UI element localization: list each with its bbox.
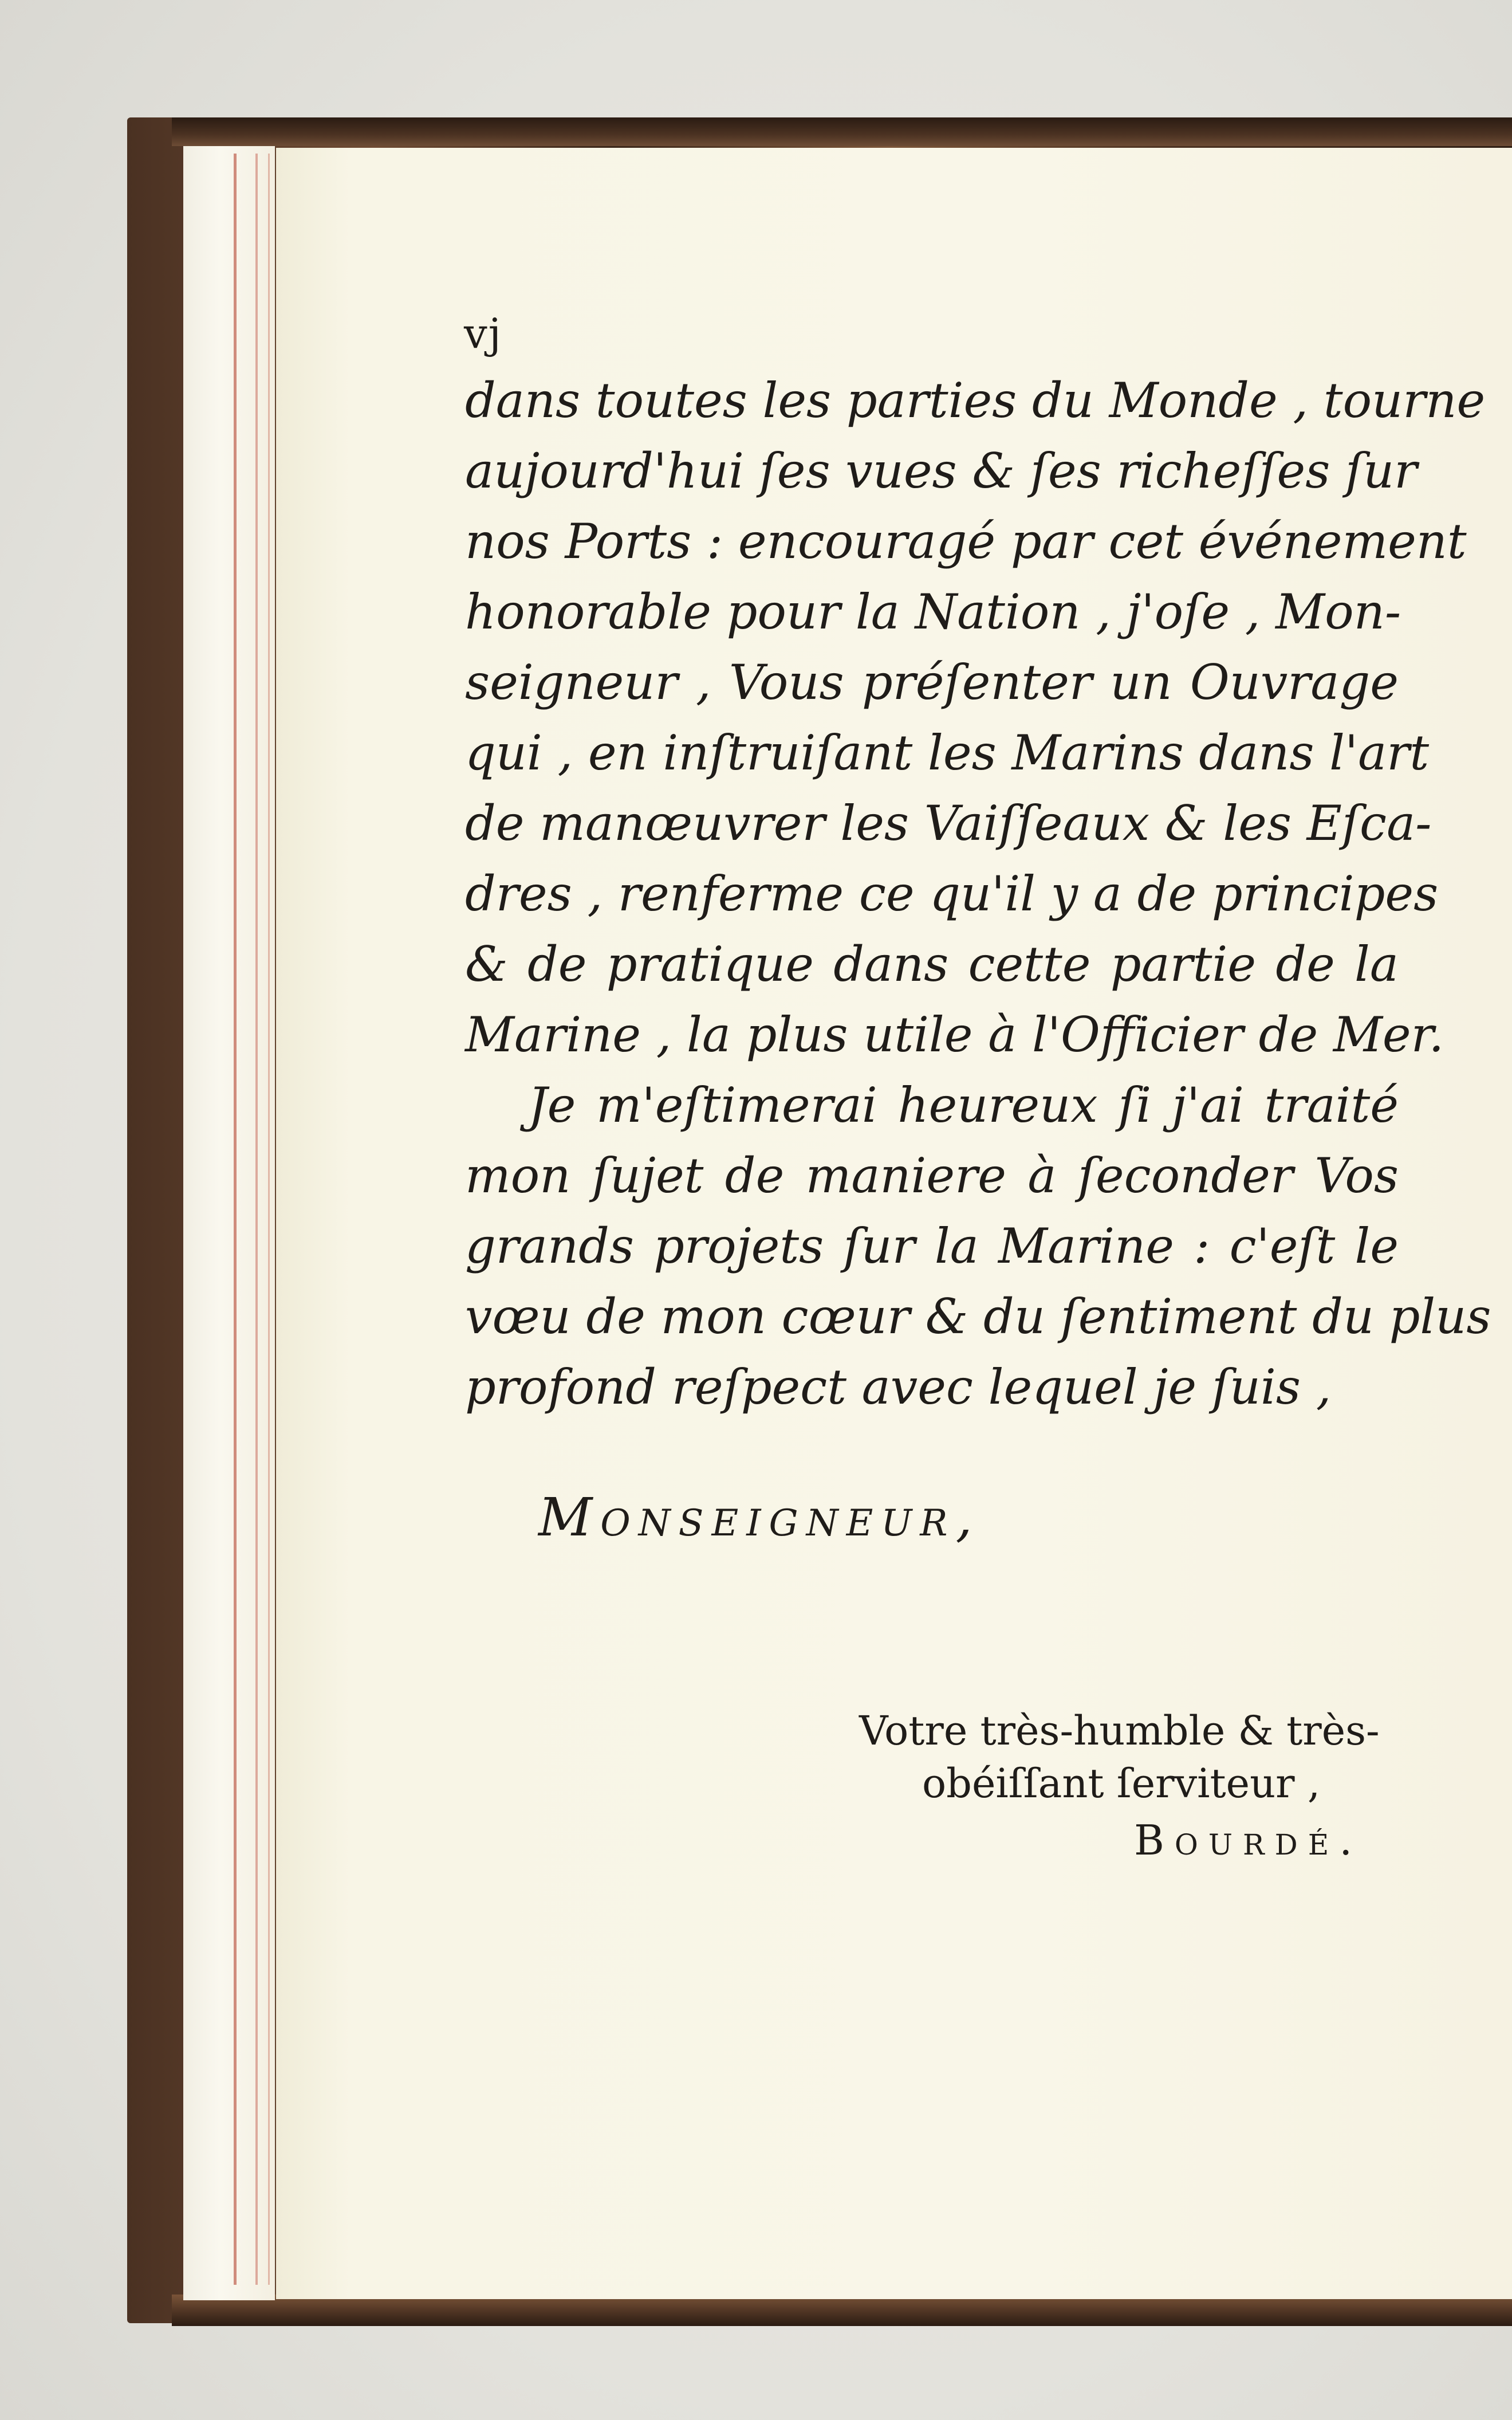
text-line: nos Ports : encouragé par cet événement: [465, 513, 1467, 569]
page-edge-line: [268, 154, 270, 2285]
page-edge-line: [234, 154, 237, 2285]
page-edge-line: [255, 154, 258, 2285]
text-line: mon ſujet de maniere à ſeconder Vos: [465, 1148, 1399, 1204]
signature: Bourdé.: [1134, 1816, 1363, 1864]
text-line: & de pratique dans cette partie de la: [465, 936, 1399, 992]
text-line: profond reſpect avec lequel je ſuis ,: [465, 1359, 1332, 1415]
text-line: grands projets ſur la Marine : c'eſt le: [465, 1218, 1399, 1274]
text-line: dres , renferme ce qu'il y a de principes: [465, 866, 1439, 922]
text-line: honorable pour la Nation , j'oſe , Mon-: [465, 584, 1401, 640]
text-line: Marine , la plus utile à l'Officier de Mer.: [465, 1007, 1444, 1063]
salutation: Monseigneur,: [538, 1487, 981, 1548]
cover-edge-top: [172, 117, 1512, 146]
closing-line: obéiſſant ſerviteur ,: [922, 1760, 1321, 1807]
text-line: vœu de mon cœur & du ſentiment du plus: [465, 1288, 1491, 1345]
text-line: seigneur , Vous préſenter un Ouvrage: [465, 654, 1399, 710]
text-line: qui , en inſtruiſant les Marins dans l'art: [465, 725, 1430, 781]
closing-line: Votre très-humble & très-: [859, 1707, 1380, 1754]
cover-edge-bottom: [172, 2295, 1512, 2326]
page-number: vj: [464, 309, 502, 358]
text-line: dans toutes les parties du Monde , tourne: [465, 372, 1486, 429]
page-stack: [183, 146, 275, 2300]
body-paragraph: [465, 366, 1491, 1423]
text-line: aujourd'hui ſes vues & ſes richeſſes ſur: [465, 443, 1418, 499]
text-line: Je m'eſtimerai heureux ſi j'ai traité: [528, 1077, 1399, 1133]
text-line: de manœuvrer les Vaiſſeaux & les Eſca-: [465, 795, 1432, 851]
